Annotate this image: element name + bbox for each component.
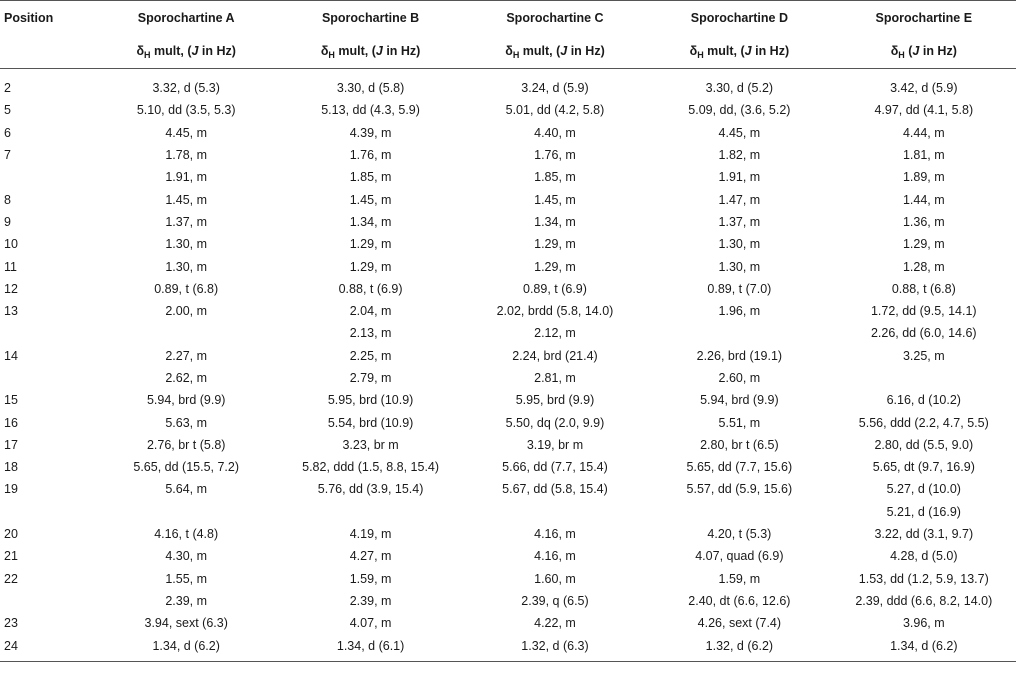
table-row — [0, 612, 1016, 634]
shift-cell-c: 2.81, m — [534, 371, 576, 385]
shift-cell-b: 4.19, m — [349, 527, 392, 542]
shift-cell-b: 4.07, m — [349, 616, 392, 631]
shift-cell-e: 4.44, m — [902, 125, 945, 140]
shift-cell-b: 5.13, dd (4.3, 5.9) — [321, 103, 420, 118]
shift-cell-c: 5.50, dq (2.0, 9.9) — [505, 415, 605, 430]
shift-cell-a: 5.63, m — [165, 415, 208, 430]
shift-cell-b: 1.34, m — [349, 214, 392, 229]
shift-cell-e: 5.56, ddd (2.2, 4.7, 5.5) — [858, 415, 989, 430]
shift-cell-a: 3.32, d (5.3) — [152, 81, 220, 96]
shift-cell-b: 5.82, ddd (1.5, 8.8, 15.4) — [302, 460, 440, 475]
shift-cell-c: 2.02, brdd (5.8, 14.0) — [496, 304, 614, 319]
position-cell — [0, 322, 94, 344]
table-row — [0, 411, 1016, 433]
compound-b-header: Sporochartine B — [278, 1, 462, 35]
shift-cell-a: 5.65, dd (15.5, 7.2) — [133, 460, 240, 475]
shift-cell-b: 2.39, m — [349, 593, 392, 608]
shift-cell-a: 4.45, m — [165, 125, 208, 140]
shift-cell-d: 1.47, m — [718, 192, 761, 207]
shift-cell-a: 5.94, brd (9.9) — [146, 393, 226, 408]
table-row — [0, 322, 1016, 344]
shift-cell-a: 1.30, m — [165, 237, 208, 252]
shift-cell-e — [832, 367, 1016, 389]
position-cell: 8 — [4, 192, 11, 207]
position-cell: 7 — [4, 148, 11, 163]
shift-cell-e: 3.25, m — [902, 348, 945, 363]
unit-header-a: $\delta_H$ mult, (J in Hz) — [136, 44, 236, 60]
compound-a-header: Sporochartine A — [94, 1, 278, 35]
position-cell: 24 — [0, 634, 94, 661]
table-row — [0, 211, 1016, 233]
shift-cell-a: 5.64, m — [165, 482, 208, 497]
table-row — [0, 144, 1016, 166]
shift-cell-a — [94, 322, 278, 344]
shift-cell-b: 2.25, m — [349, 348, 392, 363]
shift-cell-e: 4.28, d (5.0) — [890, 549, 958, 564]
shift-cell-e: 3.42, d (5.9) — [890, 81, 958, 96]
shift-cell-e: 3.96, m — [902, 616, 945, 631]
position-cell: 20 — [4, 527, 18, 542]
shift-cell-d — [647, 322, 831, 344]
position-cell: 5 — [4, 103, 11, 118]
shift-cell-e: 1.36, m — [902, 214, 945, 229]
shift-cell-e: 2.26, dd (6.0, 14.6) — [870, 326, 977, 341]
shift-cell-c: 1.29, m — [534, 259, 576, 274]
shift-cell-d: 1.82, m — [718, 148, 761, 163]
shift-cell-a: 2.00, m — [165, 304, 208, 319]
shift-cell-e: 1.44, m — [902, 192, 945, 207]
position-cell: 9 — [4, 214, 11, 229]
shift-cell-b: 3.30, d (5.8) — [336, 81, 405, 96]
position-cell — [0, 166, 94, 188]
shift-cell-d: 1.59, m — [718, 571, 761, 586]
shift-cell-a: 1.78, m — [165, 148, 208, 163]
position-cell: 6 — [4, 125, 11, 140]
header-row-units — [0, 34, 1016, 69]
table-row — [0, 568, 1016, 590]
shift-cell-c: 3.24, d (5.9) — [521, 81, 589, 96]
shift-cell-c: 4.22, m — [534, 616, 576, 631]
position-cell: 12 — [4, 281, 18, 296]
shift-cell-a: 1.91, m — [165, 170, 208, 185]
shift-cell-a: 0.89, t (6.8) — [154, 281, 219, 296]
position-cell — [0, 367, 94, 389]
shift-cell-e: 5.65, dt (9.7, 16.9) — [872, 460, 975, 475]
position-cell: 19 — [4, 482, 18, 497]
shift-cell-e: 1.72, dd (9.5, 14.1) — [870, 304, 977, 319]
shift-cell-d: 1.30, m — [718, 259, 761, 274]
shift-cell-b: 0.88, t (6.9) — [338, 281, 403, 296]
shift-cell-a: 2.27, m — [165, 348, 208, 363]
shift-cell-e: 0.88, t (6.8) — [891, 281, 956, 296]
shift-cell-d: 1.96, m — [718, 304, 761, 319]
unit-header-b: $\delta_H$ mult, (J in Hz) — [320, 44, 421, 60]
unit-header-c: $\delta_H$ mult, (J in Hz) — [505, 44, 605, 60]
shift-cell-b: 1.76, m — [349, 148, 392, 163]
position-cell: 21 — [4, 549, 18, 564]
position-cell: 23 — [4, 616, 18, 631]
shift-cell-a: 3.94, sext (6.3) — [144, 616, 228, 631]
shift-cell-c: 4.16, m — [534, 527, 576, 542]
shift-cell-c: 2.39, q (6.5) — [521, 593, 589, 608]
shift-cell-a: 4.16, t (4.8) — [154, 527, 219, 542]
shift-cell-e: 1.29, m — [902, 237, 945, 252]
table-row — [0, 166, 1016, 188]
table-row — [0, 233, 1016, 255]
empty-subheader — [0, 34, 94, 69]
shift-cell-a: 1.37, m — [165, 214, 208, 229]
shift-cell-b: 4.27, m — [349, 549, 392, 564]
shift-cell-c: 1.85, m — [534, 170, 576, 185]
shift-cell-a: 1.34, d (6.2) — [94, 634, 278, 661]
shift-cell-d: 1.91, m — [718, 170, 761, 185]
shift-cell-b: 5.54, brd (10.9) — [327, 415, 414, 430]
shift-cell-d: 5.09, dd, (3.6, 5.2) — [688, 103, 791, 118]
shift-cell-a: 2.39, m — [165, 593, 208, 608]
shift-cell-d: 5.57, dd (5.9, 15.6) — [686, 482, 793, 497]
position-cell: 2 — [4, 81, 11, 96]
shift-cell-d: 1.37, m — [718, 214, 761, 229]
shift-cell-c: 0.89, t (6.9) — [523, 281, 587, 296]
shift-cell-d: 4.26, sext (7.4) — [697, 616, 782, 631]
position-cell — [0, 501, 94, 523]
position-cell: 10 — [4, 237, 18, 252]
shift-cell-b: 2.04, m — [349, 304, 392, 319]
shift-cell-c: 5.67, dd (5.8, 15.4) — [502, 482, 608, 497]
table-row — [0, 434, 1016, 456]
position-cell: 22 — [4, 571, 18, 586]
shift-cell-e: 1.34, d (6.2) — [832, 634, 1016, 661]
shift-cell-d: 4.07, quad (6.9) — [695, 549, 784, 564]
table-header — [0, 1, 1016, 69]
shift-cell-c: 1.60, m — [534, 571, 576, 586]
table-row — [0, 367, 1016, 389]
position-cell: 16 — [4, 415, 18, 430]
position-cell: 14 — [4, 348, 18, 363]
shift-cell-b: 1.85, m — [349, 170, 392, 185]
shift-cell-b: 2.13, m — [349, 326, 392, 341]
shift-cell-c: 3.19, br m — [526, 437, 584, 452]
table-row — [0, 188, 1016, 210]
table-row — [0, 255, 1016, 277]
shift-cell-b: 1.45, m — [349, 192, 392, 207]
shift-cell-c: 1.29, m — [534, 237, 576, 252]
shift-cell-e: 5.27, d (10.0) — [886, 482, 961, 497]
position-cell: 17 — [4, 437, 18, 452]
shift-cell-b: 5.95, brd (10.9) — [327, 393, 414, 408]
shift-cell-e: 6.16, d (10.2) — [886, 393, 961, 408]
position-cell: 13 — [4, 304, 18, 319]
shift-cell-b: 5.76, dd (3.9, 15.4) — [317, 482, 424, 497]
compound-e-header: Sporochartine E — [832, 1, 1016, 35]
table-row — [0, 122, 1016, 144]
shift-cell-b: 1.34, d (6.1) — [278, 634, 462, 661]
shift-cell-c: 1.34, m — [534, 214, 576, 229]
shift-cell-d: 1.32, d (6.2) — [647, 634, 831, 661]
shift-cell-d: 2.26, brd (19.1) — [696, 348, 783, 363]
shift-cell-a: 1.45, m — [165, 192, 208, 207]
table-row — [0, 478, 1016, 500]
shift-cell-d: 2.40, dt (6.6, 12.6) — [688, 593, 791, 608]
shift-cell-b: 1.29, m — [349, 259, 392, 274]
table-row — [0, 590, 1016, 612]
shift-cell-d: 3.30, d (5.2) — [705, 81, 774, 96]
shift-cell-e: 5.21, d (16.9) — [886, 504, 961, 519]
table-row — [0, 523, 1016, 545]
shift-cell-c: 1.76, m — [534, 148, 576, 163]
shift-cell-c: 2.24, brd (21.4) — [512, 348, 598, 363]
position-cell: 18 — [4, 460, 18, 475]
position-cell: 11 — [4, 259, 17, 274]
position-cell: 15 — [4, 393, 18, 408]
unit-header-e: $\delta_H$ (J in Hz) — [890, 44, 957, 60]
shift-cell-b: 1.29, m — [349, 237, 392, 252]
compound-c-header: Sporochartine C — [463, 1, 647, 35]
shift-cell-a: 2.76, br t (5.8) — [146, 437, 226, 452]
table-row — [0, 501, 1016, 523]
table-row — [0, 300, 1016, 322]
shift-cell-e: 1.81, m — [902, 148, 945, 163]
shift-cell-c: 1.32, d (6.3) — [463, 634, 647, 661]
table-row — [0, 345, 1016, 367]
shift-cell-c: 5.66, dd (7.7, 15.4) — [502, 460, 608, 475]
shift-cell-c: 5.01, dd (4.2, 5.8) — [505, 103, 605, 118]
compound-d-header: Sporochartine D — [647, 1, 831, 35]
shift-cell-b: 4.39, m — [349, 125, 392, 140]
shift-cell-e: 1.89, m — [902, 170, 945, 185]
shift-cell-e: 4.97, dd (4.1, 5.8) — [874, 103, 974, 118]
table-row — [0, 456, 1016, 478]
position-header: Position — [0, 1, 94, 35]
shift-cell-e: 1.28, m — [902, 259, 945, 274]
header-row-compounds — [0, 1, 1016, 35]
shift-cell-c: 2.12, m — [534, 326, 576, 341]
shift-cell-d — [647, 501, 831, 523]
shift-cell-d: 5.51, m — [718, 415, 761, 430]
table-row — [0, 278, 1016, 300]
shift-cell-c: 4.16, m — [534, 549, 576, 564]
shift-cell-c: 5.95, brd (9.9) — [515, 393, 595, 408]
shift-cell-e: 2.39, ddd (6.6, 8.2, 14.0) — [855, 593, 993, 608]
shift-cell-a: 1.30, m — [165, 259, 208, 274]
shift-cell-a — [94, 501, 278, 523]
shift-cell-d: 5.65, dd (7.7, 15.6) — [686, 460, 793, 475]
table-row — [0, 634, 1016, 661]
position-cell — [0, 590, 94, 612]
shift-cell-b: 1.59, m — [349, 571, 392, 586]
shift-cell-d: 2.80, br t (6.5) — [700, 437, 779, 452]
shift-cell-a: 1.55, m — [165, 571, 208, 586]
shift-cell-c: 4.40, m — [534, 125, 576, 140]
shift-cell-e: 1.53, dd (1.2, 5.9, 13.7) — [858, 571, 989, 586]
shift-cell-d: 0.89, t (7.0) — [707, 281, 772, 296]
shift-cell-e: 2.80, dd (5.5, 9.0) — [874, 437, 974, 452]
shift-cell-d: 5.94, brd (9.9) — [700, 393, 779, 408]
table-body — [0, 69, 1016, 662]
table-row — [0, 69, 1016, 100]
shift-cell-c: 1.45, m — [534, 192, 576, 207]
unit-header-d: $\delta_H$ mult, (J in Hz) — [689, 44, 790, 60]
shift-cell-b — [278, 501, 462, 523]
shift-cell-a: 4.30, m — [165, 549, 208, 564]
shift-cell-d: 4.45, m — [718, 125, 761, 140]
shift-cell-d: 1.30, m — [718, 237, 761, 252]
shift-cell-c — [463, 501, 647, 523]
table-row — [0, 545, 1016, 567]
table-row — [0, 389, 1016, 411]
shift-cell-b: 3.23, br m — [342, 437, 399, 452]
shift-cell-a: 2.62, m — [165, 371, 208, 385]
shift-cell-a: 5.10, dd (3.5, 5.3) — [136, 103, 236, 118]
shift-cell-d: 2.60, m — [718, 371, 761, 385]
table-row — [0, 99, 1016, 121]
shift-cell-d: 4.20, t (5.3) — [707, 527, 772, 542]
shift-cell-e: 3.22, dd (3.1, 9.7) — [874, 527, 974, 542]
shift-cell-b: 2.79, m — [349, 371, 392, 385]
